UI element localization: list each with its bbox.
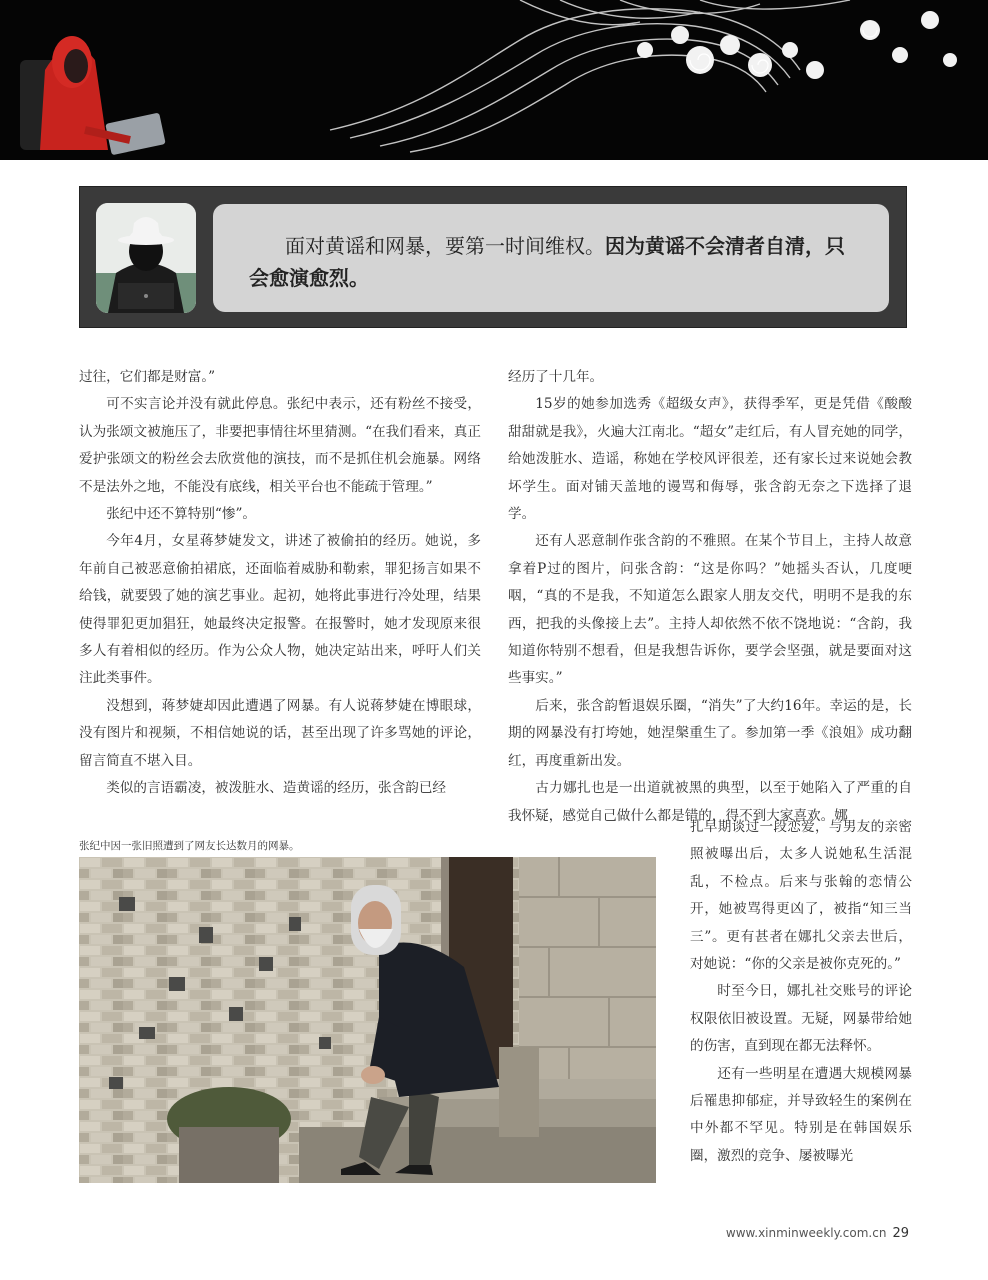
pull-quote-box [79,186,907,328]
wave-illustration [0,0,988,160]
paragraph: 后来，张含韵暂退娱乐圈，“消失”了大约16年。幸运的是，长期的网暴没有打垮她，她涅槃重生了。参加第一季《浪姐》成功翻红，再度重新出发。 [508,697,912,769]
pull-quote-bubble [213,204,889,312]
paragraph: 经历了十几年。 [508,369,604,385]
photo-caption: 张纪中因一张旧照遭到了网友长达数月的网暴。 [79,840,300,852]
paragraph: 还有人恶意制作张含韵的不雅照。在某个节目上，主持人故意拿着P过的图片，问张含韵：“这是你吗？”她摇头否认，几度哽咽，“真的不是我，不知道怎么跟家人朋友交代，明明不是我的东西，把我的头像接上去”。主持人却依然不依不饶地说：“含韵，我知道你特别不想看，但是我想告诉你，要学会坚强，就是要面对这些事实。” [508,533,912,687]
paragraph: 扎早期谈过一段恋爱，与男友的亲密照被曝出后，太多人说她私生活混乱，不检点。后来与张翰的恋情公开，她被骂得更凶了，被指“知三当三”。更有甚者在娜扎父亲去世后，对她说：“你的父亲是被你克死的。” [690,819,912,973]
page-footer [726,1226,909,1241]
left-text-column [79,364,481,803]
paragraph: 可不实言论并没有就此停息。张纪中表示，还有粉丝不接受，认为张颂文被施压了，非要把事情往坏里猜测。“在我们看来，真正爱护张颂文的粉丝会去欣赏他的演技，而不是抓住机会施暴。网络不是法外之地，不能没有底线，相关平台也不能疏于管理。” [79,396,481,495]
page-number: 29 [892,1226,909,1241]
hacker-icon [96,203,196,313]
pull-quote-normal: 面对黄谣和网暴，要第一时间维权。 [285,234,605,258]
right-text-column [508,364,912,830]
paragraph: 古力娜扎也是一出道就被黑的典型，以至于她陷入了严重的自我怀疑，感觉自己做什么都是错的，得不到大家喜欢。娜 [508,780,912,824]
hacker-avatar [96,203,196,313]
paragraph: 今年4月，女星蒋梦婕发文，讲述了被偷拍的经历。她说，多年前自己被恶意偷拍裙底，还面临着威胁和勒索，罪犯扬言如果不给钱，就要毁了她的演艺事业。起初，她将此事进行冷处理，结果使得罪犯更加猖狂，她最终决定报警。在报警时，她才发现原来很多人有着相似的经历。作为公众人物，她决定站出来，呼吁人们关注此类事件。 [79,533,481,687]
header-banner [0,0,988,160]
pull-quote-bold: 因为黄谣不会清者自清，只会愈演愈烈。 [249,234,845,290]
right-narrow-text-column [690,814,912,1170]
paragraph: 类似的言语霸凌，被泼脏水、造黄谣的经历，张含韵已经 [106,780,447,797]
paragraph: 张纪中还不算特别“惨”。 [106,506,257,523]
article-photo [79,857,656,1183]
paragraph: 过往，它们都是财富。” [79,369,216,385]
paragraph: 还有一些明星在遭遇大规模网暴后罹患抑郁症，并导致轻生的案例在中外都不罕见。特别是在韩国娱乐圈，激烈的竞争、屡被曝光 [690,1065,912,1164]
paragraph: 时至今日，娜扎社交账号的评论权限依旧被设置。无疑，网暴带给她的伤害，直到现在都无法释怀。 [690,983,912,1055]
paragraph: 没想到，蒋梦婕却因此遭遇了网暴。有人说蒋梦婕在博眼球，没有图片和视频，不相信她说的话，甚至出现了许多骂她的评论，留言简直不堪入目。 [79,697,481,769]
man-sitting-photo [79,857,656,1183]
website-url[interactable]: www.xinminweekly.com.cn [725,1226,887,1240]
paragraph: 15岁的她参加选秀《超级女声》，获得季军，更是凭借《酸酸甜甜就是我》，火遍大江南北。“超女”走红后，有人冒充她的同学，给她泼脏水、造谣，称她在学校风评很差，还有家长过来说她会教坏学生。面对铺天盖地的谩骂和侮辱，张含韵无奈之下选择了退学。 [508,396,912,523]
